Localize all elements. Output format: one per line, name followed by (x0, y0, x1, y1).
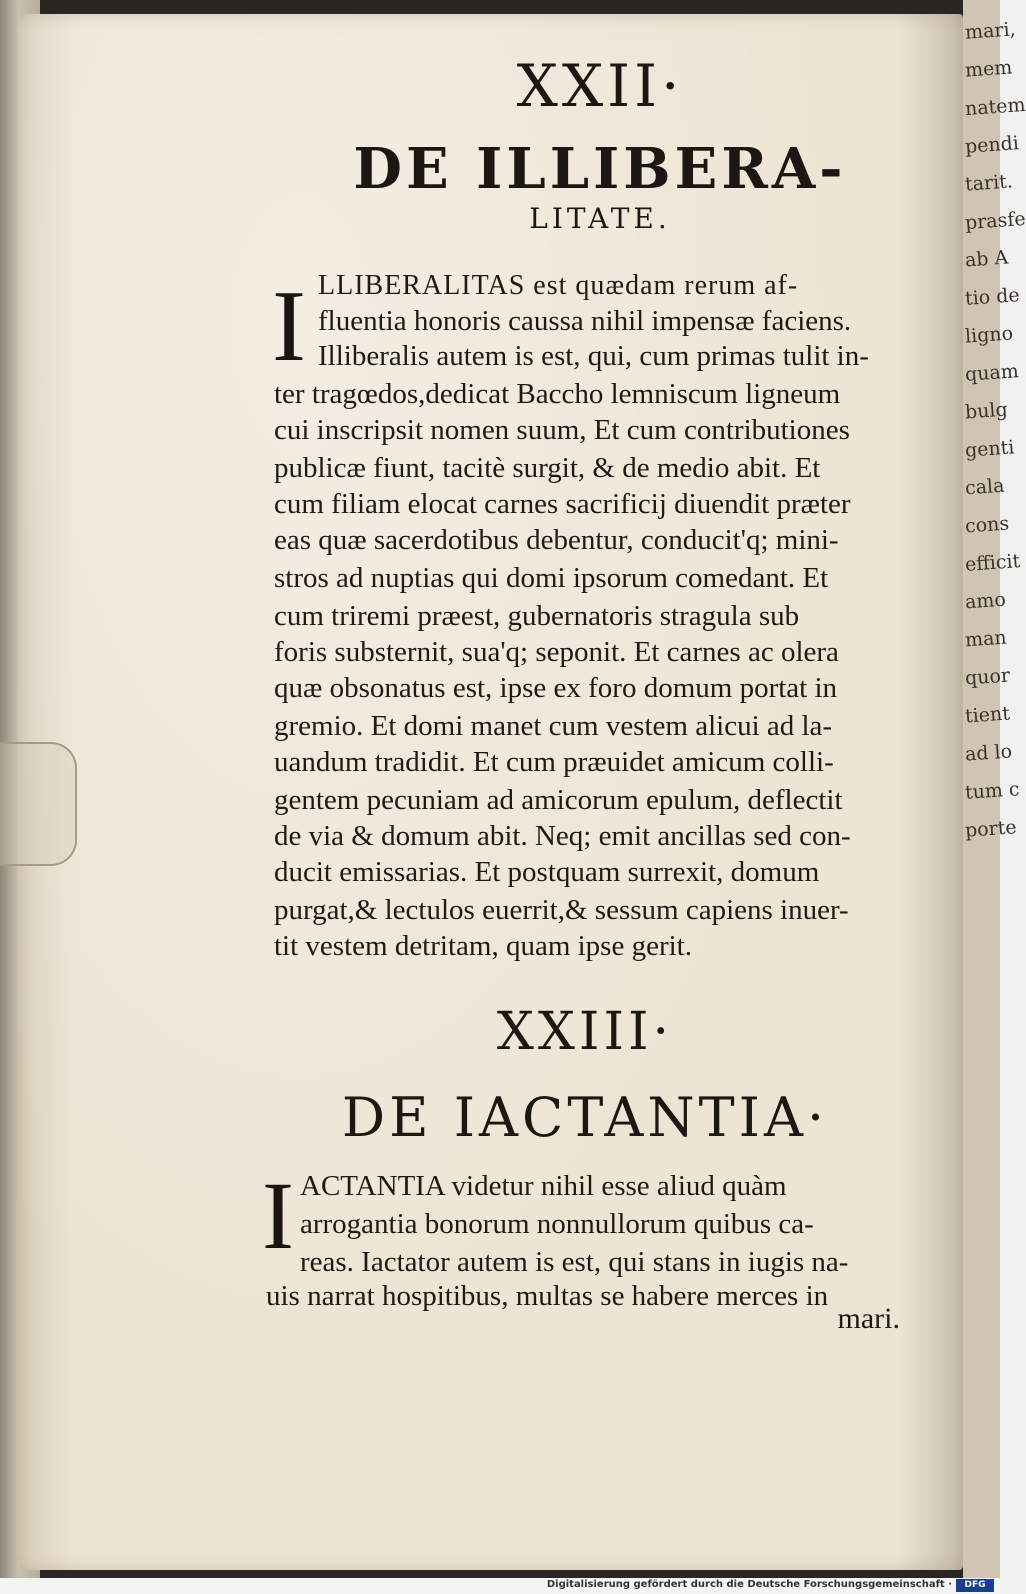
next-page-fragment: tio de (964, 284, 1021, 310)
text-line: eas quæ sacerdotibus debentur, conducit'q; mini- (274, 524, 839, 556)
text-line: ACTANTIA videtur nihil esse aliud quàm (300, 1170, 787, 1202)
footer-credit: Digitalisierung gefördert durch die Deutsche Forschungsgemeinschaft · (546, 1579, 952, 1590)
next-page-fragment: tum c (964, 778, 1021, 804)
next-page-fragment: mem (964, 56, 1013, 82)
next-page-fragment: quam (964, 360, 1020, 386)
dfg-logo: DFG (956, 1579, 994, 1592)
text-line: purgat,& lectulos euerrit,& sessum capiens inuer- (274, 894, 849, 926)
text-line: cum filiam elocat carnes sacrificij diuendit præter (274, 488, 851, 520)
text-line: uandum tradidit. Et cum præuidet amicum colli- (274, 746, 834, 778)
digitization-footer (0, 1578, 1000, 1594)
next-page-fragment: efficit (964, 550, 1021, 576)
next-page-fragment: quor (964, 664, 1011, 690)
text-line: cum triremi præest, gubernatoris stragula sub (274, 600, 800, 632)
next-page-fragment: ab A (964, 246, 1009, 272)
next-page-fragment: ligno (964, 322, 1014, 348)
text-line: tit vestem detritam, quam ipse gerit. (274, 930, 692, 962)
chapter-number: XXIII· (496, 1002, 674, 1062)
chapter-number: XXII· (516, 52, 684, 120)
next-page-fragment: porte (964, 816, 1018, 842)
text-line: gremio. Et domi manet cum vestem alicui ad la- (274, 710, 833, 742)
text-line: ter tragœdos,dedicat Baccho lemniscum ligneum (274, 378, 841, 410)
text-line: fluentia honoris caussa nihil impensæ faciens. (318, 305, 852, 337)
next-page-fragment: cons (964, 512, 1010, 538)
next-page-fragment: genti (964, 436, 1016, 462)
text-line: quæ obsonatus est, ipse ex foro domum portat in (274, 672, 838, 704)
next-page-fragment: prasfe (964, 207, 1026, 235)
next-page-fragment: pendi (964, 132, 1020, 158)
text-line: LLIBERALITAS est quædam rerum af- (318, 270, 799, 301)
catchword: mari. (837, 1302, 900, 1335)
next-page-fragment: amo (964, 588, 1007, 614)
drop-cap: I (272, 270, 306, 383)
text-line: foris substernit, sua'q; seponit. Et carnes ac olera (274, 636, 839, 668)
next-page-fragment: man (964, 626, 1008, 652)
text-line: uis narrat hospitibus, multas se habere merces in (266, 1280, 829, 1312)
chapter-title: DE ILLIBERA- (353, 136, 847, 202)
text-line: arrogantia bonorum nonnullorum quibus ca- (300, 1208, 814, 1240)
next-page-fragment: bulg (964, 398, 1009, 424)
next-page-fragment: tarit. (964, 170, 1014, 196)
text-line: stros ad nuptias qui domi ipsorum comedant. Et (274, 562, 829, 594)
text-line: publicæ fiunt, tacitè surgit, & de medio abit. Et (274, 452, 821, 484)
text-line: Illiberalis autem is est, qui, cum primas tulit in- (318, 340, 869, 372)
chapter-title: DE IACTANTIA· (341, 1086, 829, 1149)
drop-cap: I (262, 1162, 294, 1269)
text-line: reas. Iactator autem is est, qui stans in iugis na- (300, 1246, 849, 1278)
text-line: de via & domum abit. Neq; emit ancillas sed con- (274, 820, 851, 852)
text-line: ducit emissarias. Et postquam surrexit, domum (274, 856, 820, 888)
next-page-fragment: tient (964, 702, 1011, 728)
next-page-fragment: cala (964, 474, 1006, 500)
next-page-fragment: natem (964, 93, 1026, 121)
next-page-fragment: ad lo (964, 740, 1013, 766)
text-line: gentem pecuniam ad amicorum epulum, deflectit (274, 784, 843, 816)
next-page-fragment: mari, (964, 18, 1017, 44)
text-line: cui inscripsit nomen suum, Et cum contributiones (274, 414, 850, 446)
chapter-title-continuation: LITATE. (529, 202, 671, 235)
